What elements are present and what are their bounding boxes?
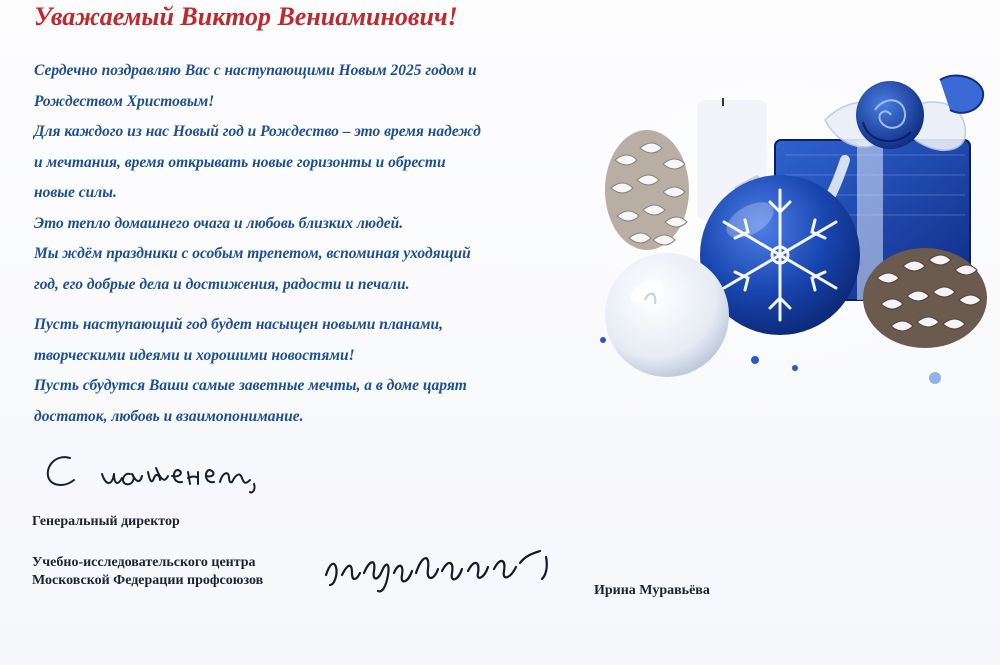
pine-cone-icon (605, 130, 689, 250)
organization-line: Учебно-исследовательского центра (32, 555, 256, 570)
handwritten-closing (40, 448, 280, 498)
text-line: творческими идеями и хорошими новостями! (34, 346, 355, 364)
text-line: и мечтания, время открывать новые горизонты и обрести (34, 153, 446, 171)
salutation-heading: Уважаемый Виктор Вениаминович! (34, 2, 458, 31)
text-line: Мы ждём праздники с особым трепетом, вспоминая уходящий (34, 245, 471, 262)
greeting-paragraph-1 (34, 56, 574, 300)
text-line: год, его добрые дела и достижения, радости и печали. (34, 275, 410, 293)
organization-name (32, 554, 263, 590)
signer-name: Ирина Муравьёва (594, 583, 710, 598)
text-line: Пусть наступающий год будет насыщен новыми планами, (34, 316, 444, 333)
text-line: достаток, любовь и взаимопонимание. (34, 407, 304, 425)
signer-title: Генеральный директор (32, 514, 180, 529)
text-line: Сердечно поздравляю Вас с наступающими Новым 2025 годом и (34, 62, 477, 79)
text-line: Для каждого из нас Новый год и Рождество – это время надежд (34, 123, 481, 140)
text-line: новые силы. (34, 184, 117, 201)
greeting-paragraph-2 (34, 310, 574, 432)
text-line: Это тепло домашнего очага и любовь близких людей. (34, 214, 404, 232)
christmas-illustration (585, 60, 1000, 390)
pine-cone-icon (863, 248, 987, 348)
text-line: Рождеством Христовым! (34, 92, 215, 110)
white-ornament-icon (605, 253, 729, 377)
text-line: Пусть сбудутся Ваши самые заветные мечты, а в доме царят (34, 377, 467, 394)
handwritten-signature (320, 545, 555, 595)
organization-line: Московской Федерации профсоюзов (32, 573, 264, 588)
